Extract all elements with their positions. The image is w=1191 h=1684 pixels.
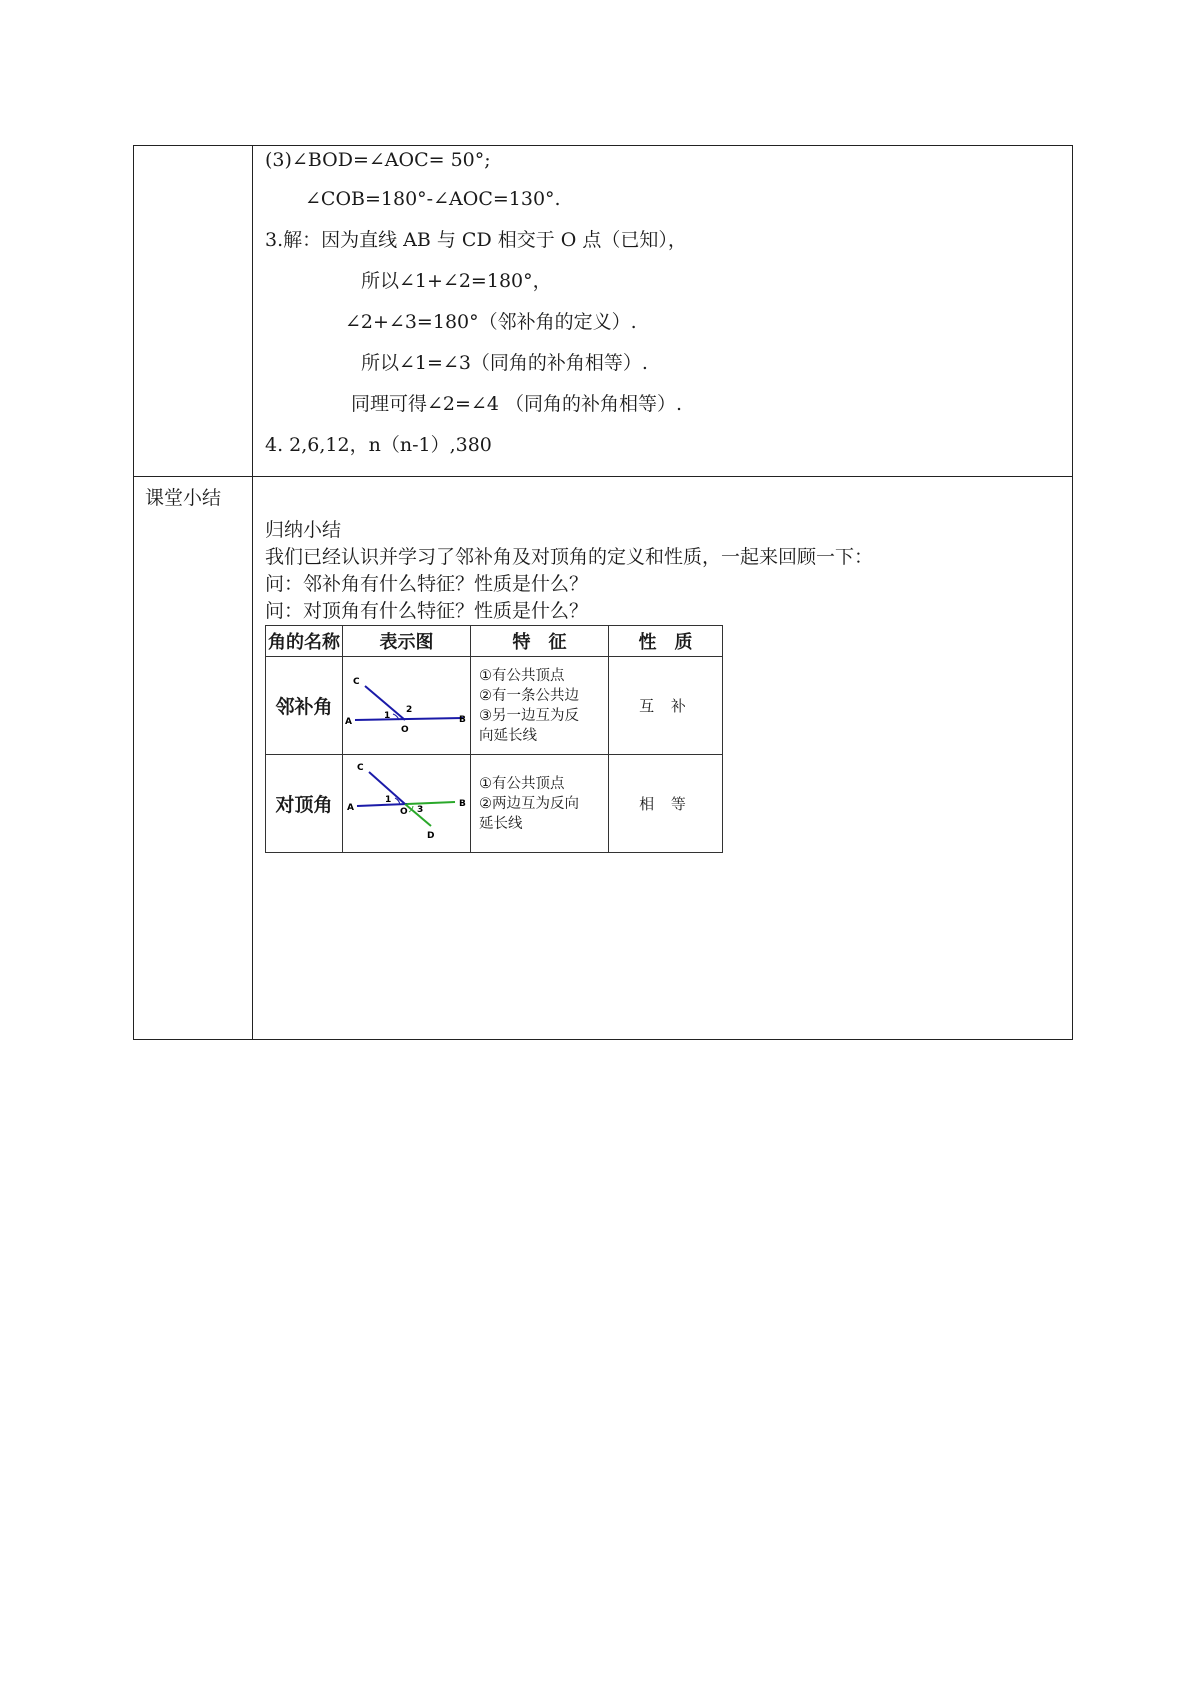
summary-text	[265, 477, 1072, 625]
angle-comparison-table	[265, 625, 723, 853]
label-1: 1	[383, 711, 390, 721]
header-features: 特 征	[471, 626, 609, 657]
feature-line: ②有一条公共边	[479, 687, 579, 704]
summary-question-2: 问：对顶角有什么特征？性质是什么？	[265, 600, 589, 622]
solution-line-2: ∠COB=180°-∠AOC=130°.	[305, 188, 561, 210]
label-b: B	[458, 799, 466, 809]
adjacent-angle-figure	[345, 658, 469, 748]
label-c: C	[352, 677, 360, 687]
label-3: 3	[416, 805, 423, 815]
summary-label: 课堂小结	[134, 477, 253, 1040]
header-angle-name: 角的名称	[266, 626, 343, 657]
solution-line-1: (3)∠BOD=∠AOC= 50°;	[265, 149, 491, 171]
feature-line: ①有公共顶点	[479, 775, 565, 792]
angle-table-header	[266, 626, 723, 657]
label-1: 1	[384, 795, 391, 805]
label-a: A	[344, 717, 352, 727]
summary-cell	[253, 477, 1073, 1040]
header-diagram: 表示图	[343, 626, 471, 657]
solutions-cell	[253, 146, 1073, 477]
vertical-angle-row	[266, 755, 723, 853]
solution-line-5: ∠2+∠3=180°（邻补角的定义）.	[345, 311, 637, 333]
summary-heading: 归纳小结	[265, 519, 342, 541]
feature-line: 延长线	[479, 815, 523, 832]
solutions-label-cell	[134, 146, 253, 477]
lesson-table	[133, 145, 1073, 1040]
vertical-angle-property: 相 等	[609, 755, 723, 853]
feature-line: ③另一边互为反	[479, 707, 579, 724]
summary-question-1: 问：邻补角有什么特征？性质是什么？	[265, 573, 589, 595]
summary-row	[134, 477, 1073, 1040]
feature-line: 向延长线	[479, 727, 537, 744]
label-o: O	[399, 807, 408, 817]
solution-line-4: 所以∠1+∠2=180°，	[361, 270, 552, 292]
solution-line-8: 4. 2,6,12，n（n-1）,380	[265, 434, 492, 456]
summary-intro: 我们已经认识并学习了邻补角及对顶角的定义和性质，一起来回顾一下：	[265, 546, 874, 568]
solution-line-6: 所以∠1=∠3（同角的补角相等）.	[361, 352, 648, 374]
label-2: 2	[405, 705, 412, 715]
vertical-angle-name: 对顶角	[266, 755, 343, 853]
adjacent-angle-name: 邻补角	[266, 657, 343, 755]
label-a: A	[346, 803, 354, 813]
label-d: D	[426, 831, 434, 841]
feature-line: ②两边互为反向	[479, 795, 579, 812]
vertical-angle-features	[471, 755, 609, 853]
solutions-row	[134, 146, 1073, 477]
adjacent-angle-property: 互 补	[609, 657, 723, 755]
feature-line: ①有公共顶点	[479, 667, 565, 684]
vertical-angle-figure	[345, 756, 469, 846]
vertical-angle-diagram	[343, 755, 471, 853]
adjacent-angle-row	[266, 657, 723, 755]
adjacent-angle-features	[471, 657, 609, 755]
header-property: 性 质	[609, 626, 723, 657]
label-b: B	[458, 715, 466, 725]
solution-line-3: 3.解：因为直线 AB 与 CD 相交于 O 点（已知），	[265, 229, 687, 251]
label-o: O	[400, 725, 409, 735]
solution-line-7: 同理可得∠2=∠4 （同角的补角相等）.	[351, 393, 683, 415]
label-c: C	[356, 763, 364, 773]
adjacent-angle-diagram	[343, 657, 471, 755]
